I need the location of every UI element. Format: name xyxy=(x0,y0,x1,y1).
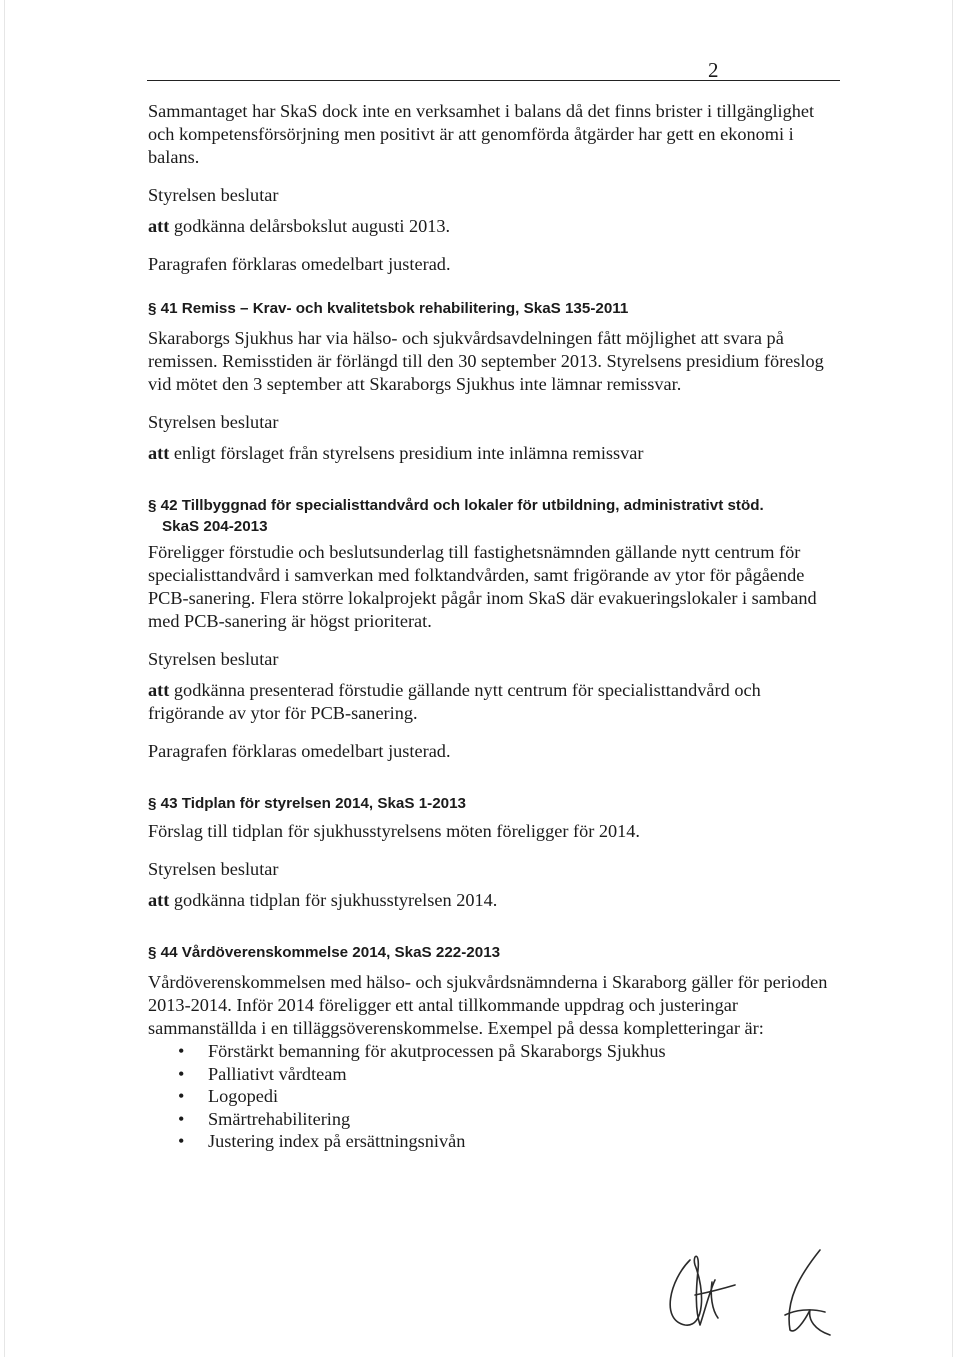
decision-text: godkänna delårsbokslut augusti 2013. xyxy=(173,216,451,236)
bullet-icon: • xyxy=(178,1063,185,1084)
decision-text: godkänna tidplan för sjukhusstyrelsen 2014. xyxy=(173,890,498,910)
decision-text: enligt förslaget från styrelsens presidium inte inlämna remissvar xyxy=(173,443,644,463)
list-item: • Smärtrehabilitering xyxy=(178,1108,351,1129)
document-body xyxy=(148,100,838,1153)
att-keyword: att xyxy=(148,680,170,700)
section-heading-42: § 42 Tillbyggnad för specialisttandvård och lokaler för utbildning, administrativt stöd. xyxy=(148,497,764,514)
decision-line xyxy=(148,889,838,912)
bullet-icon: • xyxy=(178,1086,185,1106)
section-heading-42-ref: SkaS 204-2013 xyxy=(162,518,268,535)
decision-text: godkänna presenterad förstudie gällande nytt centrum för specialisttandvård och frigörande av ytor för PCB-sanering. xyxy=(148,680,761,723)
list-item: • Logopedi xyxy=(178,1086,279,1106)
att-keyword: att xyxy=(148,890,170,910)
bullet-icon: • xyxy=(178,1131,185,1151)
section-heading-41: § 41 Remiss – Krav- och kvalitetsbok rehabilitering, SkaS 135-2011 xyxy=(148,300,629,317)
decision-line xyxy=(148,679,838,725)
justified-note: Paragrafen förklaras omedelbart justerad. xyxy=(148,254,451,274)
handwritten-initials xyxy=(650,1240,850,1340)
decision-label: Styrelsen beslutar xyxy=(148,185,279,205)
decision-label: Styrelsen beslutar xyxy=(148,859,279,879)
bullet-icon: • xyxy=(178,1041,185,1061)
list-item: • Justering index på ersättningsnivån xyxy=(178,1131,466,1151)
section-body-43: Förslag till tidplan för sjukhusstyrelsens möten föreligger för 2014. xyxy=(148,821,640,841)
list-item: • Palliativt vårdteam xyxy=(178,1063,347,1084)
section-heading-44: § 44 Vårdöverenskommelse 2014, SkaS 222-2013 xyxy=(148,944,501,961)
section-body-42: Föreligger förstudie och beslutsunderlag till fastighetsnämnden gällande nytt centrum för specialisttandvård i samverkan med folktandvården, samt frigörande av ytor för pågående PCB-sanering. Flera större lokalprojekt pågår inom SkaS där evakueringslokaler i samband med PCB-sanering är högst prioriterat. xyxy=(148,542,817,631)
att-keyword: att xyxy=(148,443,170,463)
att-keyword: att xyxy=(148,216,170,236)
header-rule xyxy=(147,80,840,81)
page-number: 2 xyxy=(708,58,719,82)
scan-edge-right xyxy=(952,0,953,1357)
section-heading-43: § 43 Tidplan för styrelsen 2014, SkaS 1-2013 xyxy=(148,795,466,812)
decision-line xyxy=(148,215,838,238)
bullet-icon: • xyxy=(178,1108,185,1129)
list-item: • Förstärkt bemanning för akutprocessen på Skaraborgs Sjukhus xyxy=(178,1041,666,1061)
justified-note: Paragrafen förklaras omedelbart justerad. xyxy=(148,741,451,761)
section-body-44: Vårdöverenskommelsen med hälso- och sjukvårdsnämnderna i Skaraborg gäller för perioden 2013-2014. Inför 2014 föreligger ett antal tillkommande uppdrag och justeringar sammanställda i en tilläggsöverenskommelse. Exempel på dessa kompletteringar är: xyxy=(148,972,828,1038)
scan-edge-left xyxy=(4,0,5,1357)
decision-label: Styrelsen beslutar xyxy=(148,412,279,432)
decision-label: Styrelsen beslutar xyxy=(148,649,279,669)
intro-paragraph: Sammantaget har SkaS dock inte en verksamhet i balans då det finns brister i tillgänglighet och kompetensförsörjning men positivt är att genomförda åtgärder har gett en ekonomi i balans. xyxy=(148,101,815,167)
bullet-list xyxy=(148,1040,838,1153)
section-body-41: Skaraborgs Sjukhus har via hälso- och sjukvårdsavdelningen fått möjlighet att svara på remissen. Remisstiden är förlängd till den 30 september 2013. Styrelsens presidium föreslog vid mötet den 3 september att Skaraborgs Sjukhus inte lämnar remissvar. xyxy=(148,328,824,394)
decision-line xyxy=(148,442,838,465)
